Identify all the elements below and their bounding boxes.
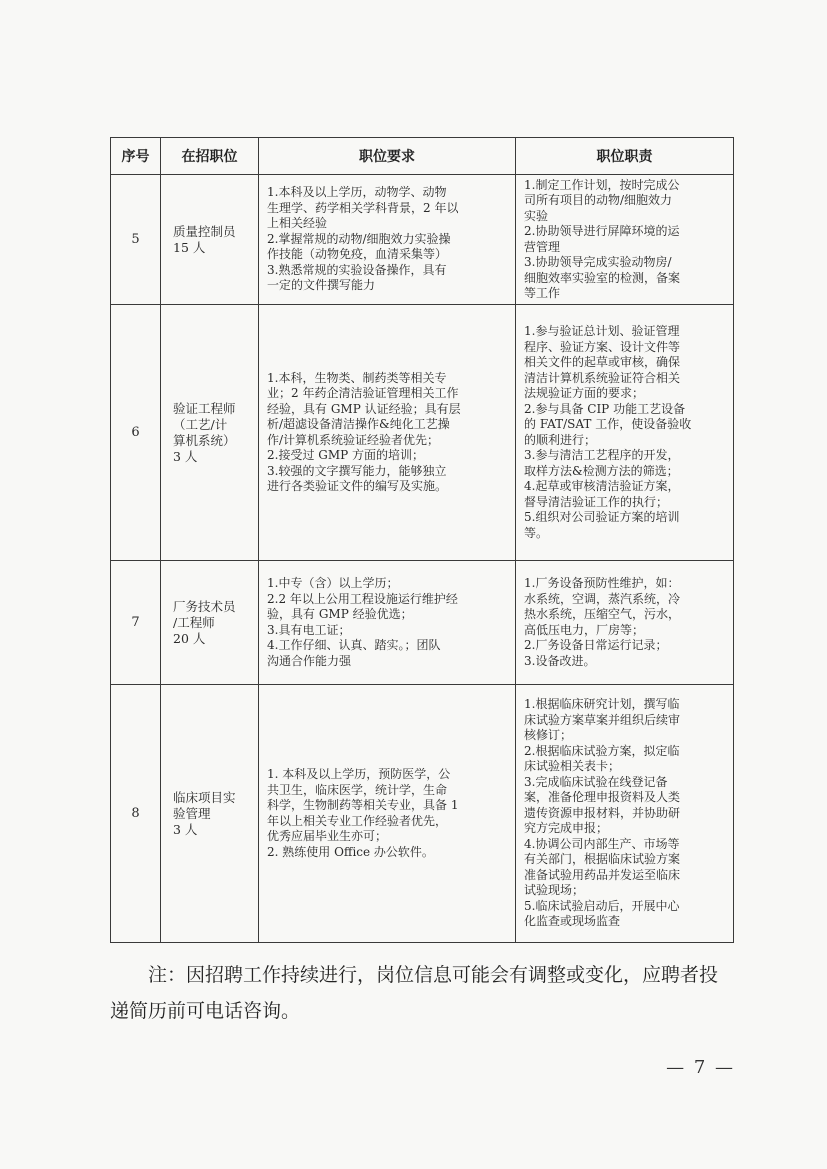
header-requirements: 职位要求 <box>259 138 516 175</box>
requirement-line: 进行各类验证文件的编写及实施。 <box>267 479 448 493</box>
position-line: 3 人 <box>173 448 198 464</box>
duty-line: 4.起草或审核清洁验证方案， <box>524 479 680 493</box>
requirement-line: 科学，生物制药等相关专业，具备 1 <box>267 798 459 812</box>
position-line: 厂务技术员 <box>173 598 236 614</box>
header-no: 序号 <box>111 138 161 175</box>
requirement-line: 作/计算机系统验证经验者优先； <box>267 432 440 447</box>
duty-line: 热水系统，压缩空气，污水， <box>524 607 681 621</box>
duty-line: 细胞效率实验室的检测，备案 <box>524 270 681 285</box>
duty-line: 实验 <box>524 208 549 223</box>
duty-line: 究方完成申报； <box>524 821 609 836</box>
duty-line: 遗传资源申报材料，并协助研 <box>524 805 681 820</box>
duties-cell <box>516 305 734 561</box>
duty-line: 床试验方案草案并组织后续审 <box>524 712 681 727</box>
requirement-line: 1.中专（含）以上学历； <box>267 576 399 590</box>
row-number: 7 <box>111 561 161 685</box>
requirement-line: 作技能（动物免疫，血清采集等） <box>267 247 448 262</box>
duty-line: 3.协助领导完成实验动物房/ <box>524 255 672 269</box>
duty-line: 程序、验证方案、设计文件等 <box>524 339 681 354</box>
requirements-cell <box>259 561 516 685</box>
requirement-line: 2.掌握常规的动物/细胞效力实验操 <box>267 231 451 246</box>
requirement-line: 1. 本科及以上学历，预防医学，公 <box>267 767 451 781</box>
position-line: 临床项目实 <box>173 789 236 805</box>
job-table <box>110 137 734 943</box>
duty-line: 营管理 <box>524 239 561 254</box>
position-cell <box>161 175 259 305</box>
position-line: 算机系统） <box>173 432 236 448</box>
requirement-line: 2.接受过 GMP 方面的培训； <box>267 448 425 462</box>
duty-line: 高低压电力，厂房等； <box>524 622 645 637</box>
requirement-line: 业；2 年药企清洁验证管理相关工作 <box>267 386 459 400</box>
requirement-line: 生理学、药学相关学科背景，2 年以 <box>267 200 459 215</box>
duty-line: 1.参与验证总计划、验证管理 <box>524 324 680 338</box>
duty-line: 3.完成临床试验在线登记备 <box>524 774 668 789</box>
duty-line: 2.根据临床试验方案，拟定临 <box>524 743 680 758</box>
table-header-row <box>111 138 734 175</box>
table-row <box>111 175 734 305</box>
duty-line: 准备试验用药品并发运至临床 <box>524 867 681 882</box>
requirement-line: 沟通合作能力强 <box>267 653 352 668</box>
duty-line: 核修订； <box>524 728 573 743</box>
recruitment-note: 注：因招聘工作持续进行，岗位信息可能会有调整或变化，应聘者投递简历前可电话咨询。 <box>110 964 719 1022</box>
requirements-cell <box>259 685 516 943</box>
duty-line: 相关文件的起草或审核，确保 <box>524 355 681 369</box>
duty-line: 5.临床试验启动后，开展中心 <box>524 898 680 913</box>
requirement-line: 2.2 年以上公用工程设施运行维护经 <box>267 591 458 606</box>
row-number: 5 <box>111 175 161 305</box>
position-line: 3 人 <box>173 821 198 837</box>
duty-line: 床试验相关表卡； <box>524 759 621 774</box>
table-row <box>111 685 734 943</box>
requirement-line: 一定的文件撰写能力 <box>267 278 376 293</box>
requirement-line: 1.本科，生物类、制药类等相关专 <box>267 370 447 385</box>
duty-line: 法规验证方面的要求； <box>524 386 645 400</box>
requirement-line: 经验，具有 GMP 认证经验；具有层 <box>267 401 461 416</box>
duty-line: 1.根据临床研究计划，撰写临 <box>524 697 680 712</box>
position-line: 15 人 <box>173 239 206 255</box>
requirement-line: 3.具有电工证； <box>267 622 351 637</box>
requirement-line: 验，具有 GMP 经验优选； <box>267 607 413 621</box>
duties-cell <box>516 175 734 305</box>
duty-line: 3.设备改进。 <box>524 653 596 668</box>
table-row <box>111 561 734 685</box>
position-cell <box>161 561 259 685</box>
duty-line: 3.参与清洁工艺程序的开发， <box>524 448 680 462</box>
requirement-line: 年以上相关专业工作经验者优先， <box>267 813 448 828</box>
page-number: — 7 — <box>666 1057 735 1078</box>
duty-line: 化监查或现场监查 <box>524 914 621 929</box>
requirement-line: 优秀应届毕业生亦可； <box>267 829 388 843</box>
duty-line: 的顺利进行； <box>524 432 597 447</box>
row-number: 8 <box>111 685 161 943</box>
duty-line: 取样方法&检测方法的筛选； <box>524 463 679 478</box>
requirement-line: 3.熟悉常规的实验设备操作，具有 <box>267 262 447 277</box>
requirement-line: 析/超滤设备清洁操作&纯化工艺操 <box>267 417 450 431</box>
position-cell <box>161 305 259 561</box>
duty-line: 5.组织对公司验证方案的培训 <box>524 510 680 524</box>
position-cell <box>161 685 259 943</box>
requirement-line: 1.本科及以上学历，动物学、动物 <box>267 185 447 200</box>
duty-line: 司所有项目的动物/细胞效力 <box>524 193 673 207</box>
duty-line: 1.制定工作计划，按时完成公 <box>524 177 680 192</box>
header-duties: 职位职责 <box>516 138 734 175</box>
duty-line: 4.协调公司内部生产、市场等 <box>524 836 680 851</box>
duty-line: 2.参与具备 CIP 功能工艺设备 <box>524 401 686 416</box>
position-line: 验管理 <box>173 805 211 821</box>
duties-cell <box>516 685 734 943</box>
duty-line: 水系统，空调，蒸汽系统，冷 <box>524 591 681 606</box>
position-line: 验证工程师 <box>173 400 236 416</box>
duty-line: 等。 <box>524 525 549 540</box>
duty-line: 有关部门，根据临床试验方案 <box>524 852 681 867</box>
duty-line: 督导清洁验证工作的执行； <box>524 494 669 509</box>
requirement-line: 3.较强的文字撰写能力，能够独立 <box>267 463 447 478</box>
duty-line: 清洁计算机系统验证符合相关 <box>524 370 681 385</box>
requirement-line: 上相关经验 <box>267 216 328 231</box>
requirement-line: 2. 熟练使用 Office 办公软件。 <box>267 844 434 859</box>
duty-line: 2.协助领导进行屏障环境的运 <box>524 224 680 238</box>
requirements-cell <box>259 175 516 305</box>
header-position: 在招职位 <box>161 138 259 175</box>
duties-cell <box>516 561 734 685</box>
position-line: （工艺/计 <box>173 416 228 432</box>
requirements-cell <box>259 305 516 561</box>
duty-line: 1.厂务设备预防性维护，如： <box>524 576 680 590</box>
position-line: 质量控制员 <box>173 223 236 239</box>
duty-line: 案，准备伦理申报资料及人类 <box>524 790 681 805</box>
requirement-line: 共卫生，临床医学，统计学，生命 <box>267 782 448 797</box>
position-line: /工程师 <box>173 614 215 630</box>
duty-line: 的 FAT/SAT 工作，使设备验收 <box>524 417 692 431</box>
table-row <box>111 305 734 561</box>
position-line: 20 人 <box>173 630 206 646</box>
duty-line: 等工作 <box>524 286 561 300</box>
duty-line: 2.厂务设备日常运行记录； <box>524 638 668 652</box>
row-number: 6 <box>111 305 161 561</box>
requirement-line: 4.工作仔细、认真、踏实。；团队 <box>267 638 441 652</box>
duty-line: 试验现场； <box>524 883 585 898</box>
